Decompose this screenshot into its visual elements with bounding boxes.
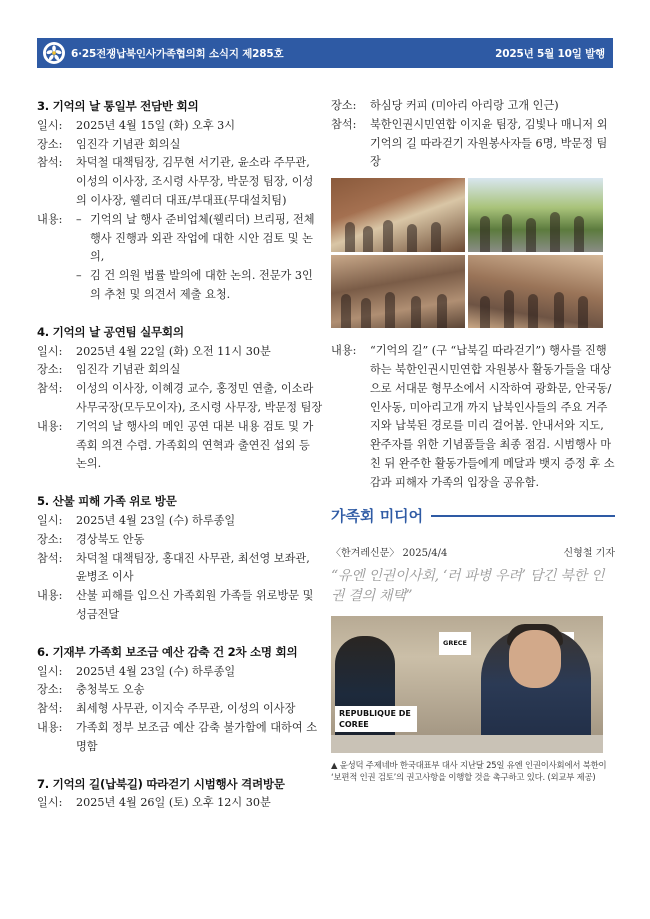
person-silhouette <box>504 290 514 328</box>
section-title: 6. 기재부 가족회 보조금 예산 감축 건 2차 소명 회의 <box>37 644 298 659</box>
label: 장소: <box>37 532 63 546</box>
event-photo <box>331 178 465 252</box>
person-silhouette <box>361 298 371 328</box>
section-6 <box>37 643 323 757</box>
content-list <box>76 211 323 305</box>
person-silhouette <box>480 216 490 252</box>
person-silhouette <box>363 226 373 252</box>
section-title: 4. 기억의 날 공연팀 실무회의 <box>37 324 184 339</box>
value: 임진각 기념관 회의실 <box>76 363 181 377</box>
value: 2025년 4월 23일 (수) 하루종일 <box>76 513 236 527</box>
section-title: 5. 산불 피해 가족 위로 방문 <box>37 494 177 509</box>
label: 참석: <box>37 551 63 565</box>
label: 장소: <box>37 683 63 697</box>
value: 이성의 이사장, 이혜경 교수, 홍정민 연출, 이소라 사무국장(모두모이자), 조시령 사무장, 박문정 팀장 <box>76 382 323 414</box>
label: 일시: <box>37 664 63 678</box>
attendees-row <box>37 380 323 418</box>
place-row <box>37 136 323 155</box>
label: 내용: <box>37 589 63 603</box>
value: 충청북도 오송 <box>76 683 145 697</box>
person-silhouette <box>578 296 588 328</box>
section-title: 3. 기억의 날 통일부 전담반 회의 <box>37 99 199 113</box>
person-silhouette <box>437 294 447 328</box>
article-reporter: 신형철 기자 <box>563 548 615 560</box>
value: 북한인권시민연합 이지윤 팀장, 김빛나 매니저 외 기억의 길 따라걷기 자원봉사자들 6명, 박문정 팀장 <box>370 117 608 169</box>
newsletter-header <box>37 38 613 68</box>
section-7 <box>37 775 323 814</box>
label: 참석: <box>37 156 63 170</box>
person-silhouette <box>341 294 351 328</box>
content-row <box>37 211 323 305</box>
label: 내용: <box>37 419 63 433</box>
event-photo <box>468 178 603 252</box>
org-logo-icon <box>43 42 65 64</box>
section-4 <box>37 323 323 474</box>
article-source-row <box>331 545 615 564</box>
section-5 <box>37 492 323 625</box>
issue-date: 2025년 5월 10일 발행 <box>495 47 605 60</box>
person-silhouette <box>480 296 490 328</box>
person-silhouette <box>385 292 395 328</box>
value: 차덕철 대책팀장, 홍대진 사무관, 최선영 보좌관, 윤병조 이사 <box>76 551 310 584</box>
content-text: 김 건 의원 법률 발의에 대한 논의. 전문가 3인의 추천 및 의견서 제출 요청. <box>90 269 313 301</box>
content-row <box>37 587 323 625</box>
label: 참석: <box>37 702 63 716</box>
label: 내용: <box>37 720 63 734</box>
place-row <box>37 361 323 380</box>
newsletter-title: 6·25전쟁납북인사가족협의회 소식지 제285호 <box>71 47 284 60</box>
label: 일시: <box>37 513 63 527</box>
label: 장소: <box>37 363 63 377</box>
content-text: 기억의 날 행사 준비업체(웰리더) 브리핑, 전체 행사 진행과 외관 작업에 대한 시안 검토 및 논의, <box>90 212 315 264</box>
value: 2025년 4월 23일 (수) 하루종일 <box>76 664 236 678</box>
right-column <box>331 97 615 783</box>
place-row <box>331 97 615 116</box>
label: 내용: <box>37 212 63 226</box>
value: 경상북도 안동 <box>76 532 145 546</box>
label: 일시: <box>37 118 63 132</box>
value: 2025년 4월 22일 (화) 오전 11시 30분 <box>76 344 271 358</box>
date-row <box>37 117 323 136</box>
left-column <box>37 97 323 831</box>
divider <box>431 515 615 517</box>
country-nameplate: REPUBLIQUE DE COREE <box>335 706 417 732</box>
content-item <box>76 211 323 267</box>
person-silhouette <box>345 222 355 252</box>
section-3 <box>37 97 323 305</box>
person-silhouette <box>554 292 564 328</box>
date-row <box>37 794 323 813</box>
label: 일시: <box>37 796 63 810</box>
event-photo-collage <box>331 178 603 328</box>
article-source: 〈한겨레신문〉 2025/4/4 <box>331 548 448 560</box>
value: 임진각 기념관 회의실 <box>76 137 181 151</box>
value: 2025년 4월 15일 (화) 오후 3시 <box>76 118 236 132</box>
value: 하심당 커피 (미아리 아리랑 고개 인근) <box>370 99 559 112</box>
label: 내용: <box>331 344 357 358</box>
person-silhouette <box>411 296 421 328</box>
place-row <box>37 531 323 550</box>
person-silhouette <box>574 216 584 252</box>
value: 최세형 사무관, 이지숙 주무관, 이성의 이사장 <box>76 702 296 716</box>
person-silhouette <box>526 218 536 252</box>
label: 장소: <box>331 99 357 112</box>
value: “기억의 길” (구 “납북길 따라걷기”) 행사를 진행하는 북한인권시민연합 자원봉사 활동가들을 대상으로 서대문 형무소에서 시작하여 광화문, 안국동/인사동, 미아리고개 까지 납북인사들의 주요 거주지와 납북된 경로를 미리 걸어봄. 안내서와 지도, 완주자를 위한 기념품들을 최종 점검. 시범행사 마친 뒤 완주한 활동가들에게 메달과 뱃지 증정 후 소감과 피해자 가족의 입장을 공유함. <box>370 344 615 489</box>
photo-caption: ▲ 윤성덕 주제네바 한국대표부 대사 지난달 25일 유엔 인권이사회에서 북한이 ‘보편적 인권 검토’의 권고사항을 이행할 것을 촉구하고 있다. (외교부 제공) <box>331 760 607 783</box>
place-row <box>37 681 323 700</box>
news-photo <box>331 616 603 753</box>
attendees-row <box>331 116 615 172</box>
date-row <box>37 343 323 362</box>
person-silhouette <box>431 222 441 252</box>
dash: – <box>76 269 82 283</box>
person-silhouette <box>383 220 393 252</box>
media-section-header <box>331 507 615 526</box>
content-row <box>37 719 323 757</box>
content-row <box>331 342 615 492</box>
event-photo <box>468 255 603 328</box>
value: 가족회 정부 보조금 예산 감축 불가함에 대하여 소명함 <box>76 720 318 753</box>
attendees-row <box>37 154 323 210</box>
content-row <box>37 418 323 474</box>
article-headline: “유엔 인권이사회, ‘러 파병 우려’ 담긴 북한 인권 결의 채택” <box>331 568 605 605</box>
content-item <box>76 267 323 305</box>
event-photo <box>331 255 465 328</box>
country-sign: GRECE <box>439 632 471 655</box>
label: 참석: <box>37 382 63 396</box>
person-silhouette <box>550 212 560 252</box>
desk <box>331 735 603 753</box>
value: 차덕철 대책팀장, 김무현 서기관, 윤소라 주무관, 이성의 이사장, 조시령 사무장, 박문정 팀장, 이성의 이사장, 웰리더 대표/부대표(무대설치팀) <box>76 156 314 207</box>
section-title: 7. 기억의 길(납북길) 따라걷기 시범행사 격려방문 <box>37 776 285 791</box>
value: 2025년 4월 26일 (토) 오후 12시 30분 <box>76 796 271 810</box>
attendees-row <box>37 700 323 719</box>
label: 참석: <box>331 117 357 131</box>
date-row <box>37 663 323 682</box>
media-section-title: 가족회 미디어 <box>331 506 424 525</box>
person-silhouette <box>502 214 512 252</box>
person-face <box>509 630 561 688</box>
value: 산불 피해를 입으신 가족회원 가족들 위로방문 및 성금전달 <box>76 589 314 621</box>
date-row <box>37 512 323 531</box>
person-silhouette <box>407 224 417 252</box>
person-silhouette <box>528 294 538 328</box>
label: 일시: <box>37 344 63 358</box>
value: 기억의 날 행사의 메인 공연 대본 내용 검토 및 가족회 의견 수렴. 가족회의 연혁과 출연진 섭외 등 논의. <box>76 419 314 471</box>
label: 장소: <box>37 137 63 151</box>
dash: – <box>76 212 82 226</box>
attendees-row <box>37 550 323 588</box>
